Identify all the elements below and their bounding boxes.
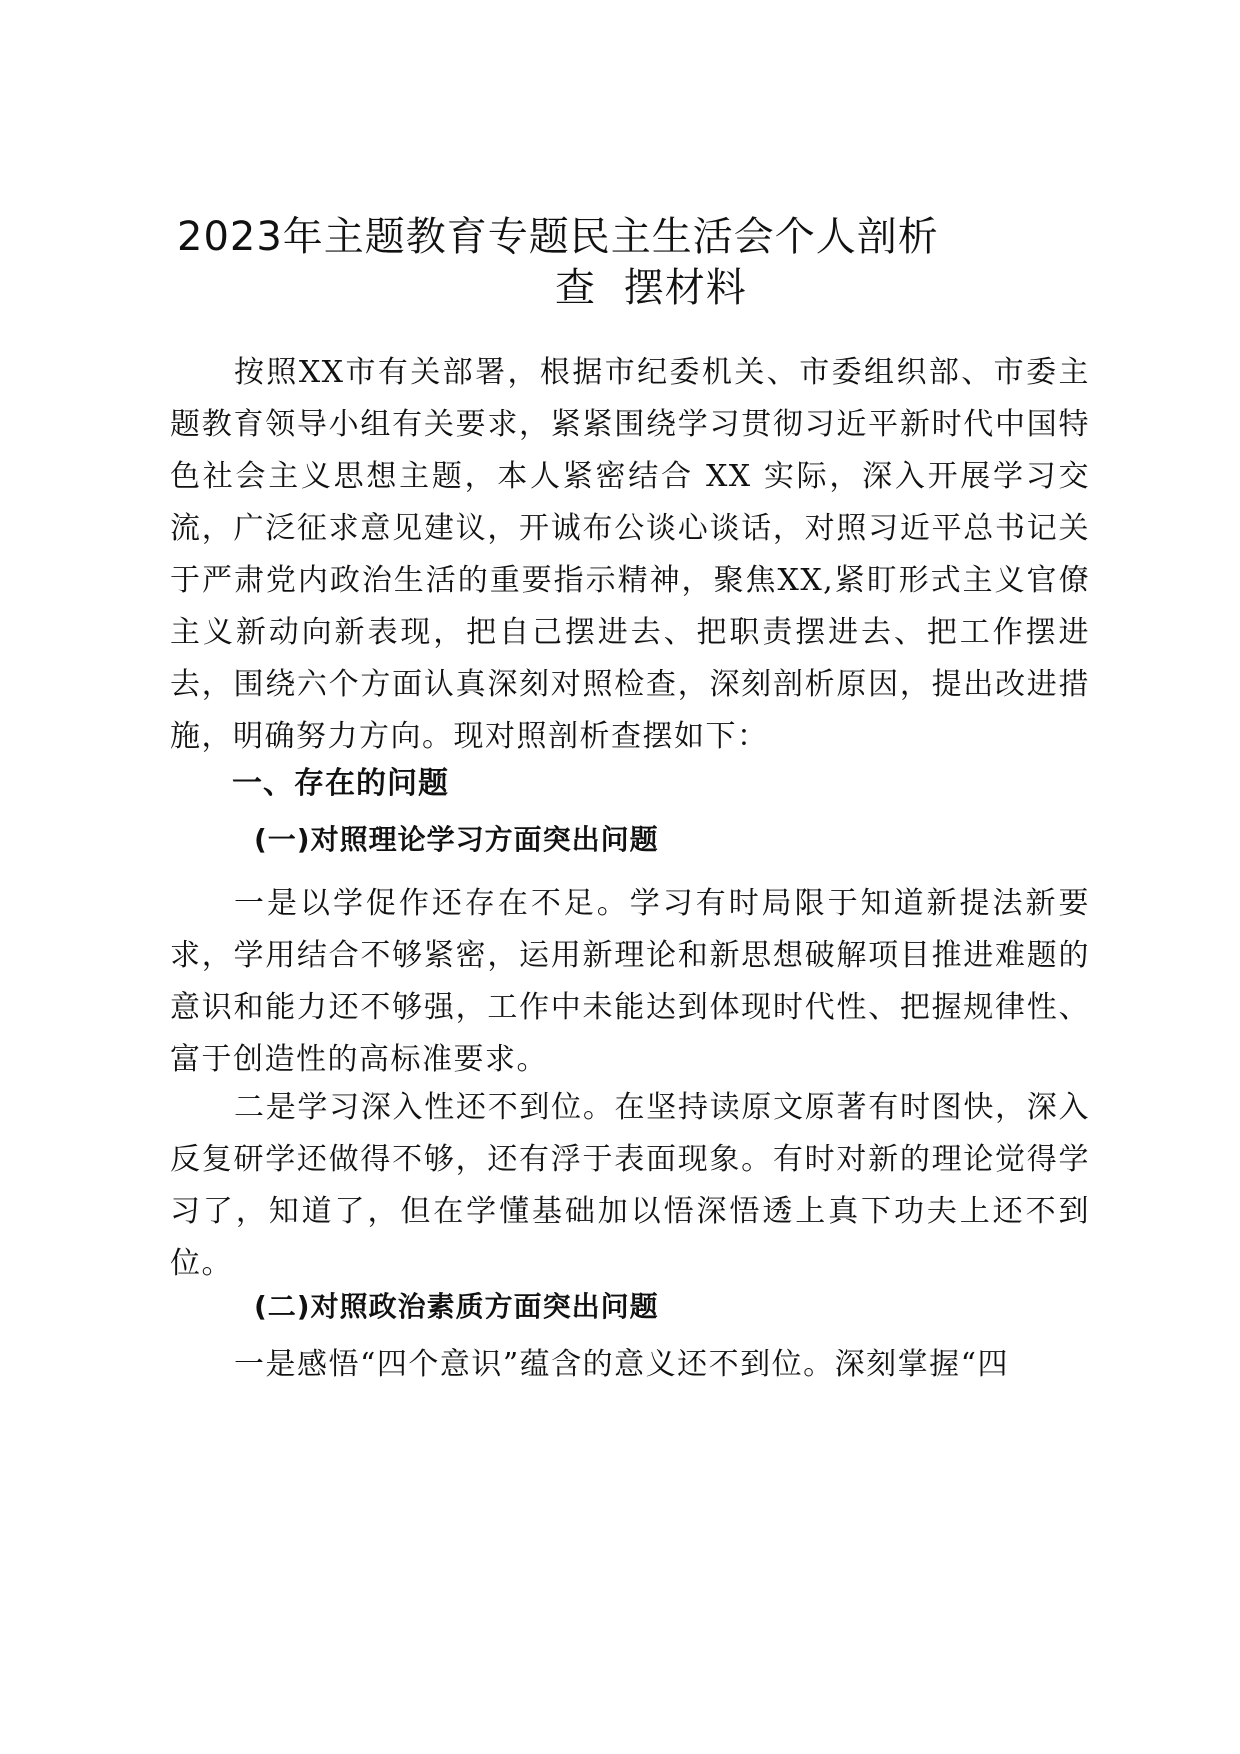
theory-study-paragraph-1: 一是以学促作还存在不足。学习有时局限于知道新提法新要求，学用结合不够紧密，运用新理论和新思想破解项目推进难题的意识和能力还不够强，工作中未能达到体现时代性、把握规律性、富于创造性的高标准要求。 bbox=[170, 886, 1090, 1077]
intro-paragraph: 按照XX市有关部署，根据市纪委机关、市委组织部、市委主题教育领导小组有关要求，紧紧围绕学习贯彻习近平新时代中国特色社会主义思想主题，本人紧密结合 XX 实际，深入开展学习交流，广泛征求意见建议，开诚布公谈心谈话，对照习近平总书记关于严肃党内政治生活的重要指示精神，聚焦XX,紧盯形式主义官僚主义新动向新表现，把自己摆进去、把职责摆进去、把工作摆进去，围绕六个方面认真深刻对照检查，深刻剖析原因，提出改进措施，明确努力方向。现对照剖析查摆如下： bbox=[170, 355, 1090, 754]
document-title-line1: 2023年主题教育专题民主生活会个人剖析 bbox=[177, 214, 939, 260]
theory-study-paragraph-2: 二是学习深入性还不到位。在坚持读原文原著有时图快，深入反复研学还做得不够，还有浮于表面现象。有时对新的理论觉得学习了，知道了，但在学懂基础加以悟深悟透上真下功夫上还不到位。 bbox=[170, 1090, 1090, 1281]
subsection-heading-political-quality: (二)对照政治素质方面突出问题 bbox=[254, 1290, 659, 1323]
section-heading-problems: 一、存在的问题 bbox=[232, 766, 449, 801]
political-quality-paragraph-1: 一是感悟“四个意识”蕴含的意义还不到位。深刻掌握“四 bbox=[234, 1347, 1010, 1382]
subsection-heading-theory-study: (一)对照理论学习方面突出问题 bbox=[254, 823, 659, 856]
document-title-line2: 查 摆材料 bbox=[555, 265, 747, 311]
